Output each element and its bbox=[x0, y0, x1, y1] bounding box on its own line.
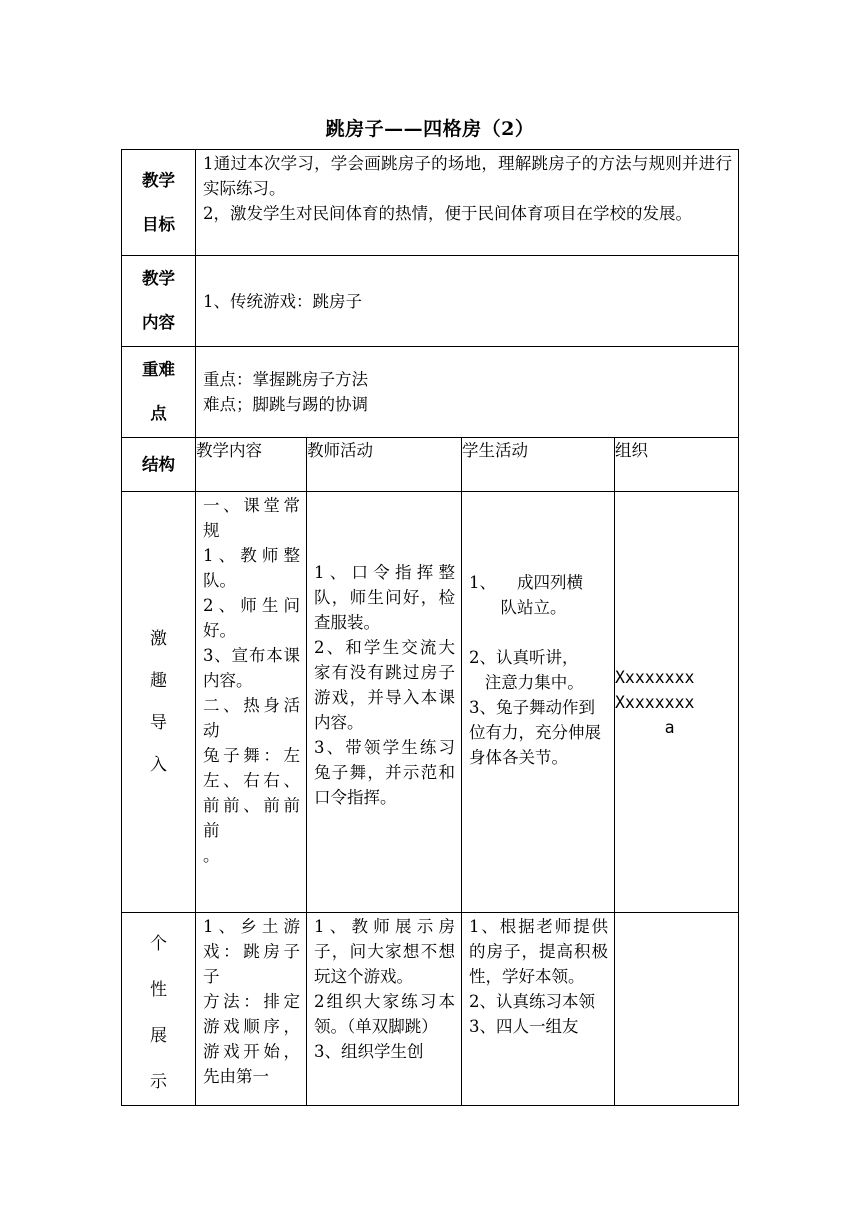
key-points-text: 重点：掌握跳房子方法 难点；脚跳与踢的协调 bbox=[203, 370, 368, 414]
show-student-activity-cell bbox=[462, 913, 615, 1106]
show-teacher-activity: 1、教师展示房子，问大家想不想玩这个游戏。 2组织大家练习本领。（单双脚跳） 3、组织学生创 bbox=[314, 917, 455, 1061]
lesson-plan-table bbox=[121, 149, 739, 1106]
intro-teacher-activity: 1、口令指挥整队，师生问好，检查服装。 2、和学生交流大家有没有跳过房子游戏，并导入本课内容。 3、带领学生练习兔子舞，并示范和口令指挥。 bbox=[314, 563, 455, 807]
goals-label-text: 教学 目标 bbox=[142, 170, 175, 234]
intro-label-text: 激 趣 导 入 bbox=[150, 629, 167, 775]
row-section-show bbox=[122, 913, 739, 1106]
content-label bbox=[122, 256, 196, 347]
intro-label bbox=[122, 492, 196, 913]
show-organization bbox=[615, 913, 738, 917]
show-label-text: 个 性 展 示 bbox=[150, 934, 167, 1092]
content-text: 1、传统游戏：跳房子 bbox=[203, 291, 362, 311]
show-teaching-content-cell bbox=[196, 913, 307, 1106]
key-points-cell bbox=[196, 347, 739, 438]
row-header bbox=[122, 438, 739, 492]
row-key-points bbox=[122, 347, 739, 438]
intro-teaching-content-cell bbox=[196, 492, 307, 913]
row-content bbox=[122, 256, 739, 347]
show-organization-cell bbox=[615, 913, 739, 1106]
header-structure: 结构 bbox=[122, 438, 196, 492]
header-teacher-activity: 教师活动 bbox=[307, 438, 462, 492]
page-title: 跳房子——四格房（2） bbox=[325, 118, 535, 140]
show-teacher-activity-cell bbox=[307, 913, 462, 1106]
intro-organization: Xxxxxxxx Xxxxxxxx a bbox=[615, 667, 695, 737]
key-points-label-text: 重难 点 bbox=[142, 360, 175, 423]
content-cell bbox=[196, 256, 739, 347]
show-teaching-content: 1、乡土游戏：跳房子子 方法：排定游戏顺序，游戏开始，先由第一 bbox=[203, 917, 300, 1086]
row-goals bbox=[122, 150, 739, 256]
goals-cell bbox=[196, 150, 739, 256]
goals-label bbox=[122, 150, 196, 256]
intro-teaching-content: 一、课堂常规 1、教师整队。 2、师生问好。 3、宣布本课内容。 二、热身活动 兔子舞：左左、右右、前前、前前前 。 bbox=[203, 496, 300, 865]
header-teaching-content: 教学内容 bbox=[196, 438, 307, 492]
intro-organization-cell bbox=[615, 492, 739, 913]
show-label bbox=[122, 913, 196, 1106]
goals-text: 1通过本次学习，学会画跳房子的场地，理解跳房子的方法与规则并进行实际练习。 2，激发学生对民间体育的热情，便于民间体育项目在学校的发展。 bbox=[203, 154, 732, 223]
header-student-activity: 学生活动 bbox=[462, 438, 615, 492]
key-points-label bbox=[122, 347, 196, 438]
intro-student-activity-cell bbox=[462, 492, 615, 913]
content-label-text: 教学 内容 bbox=[142, 269, 175, 332]
intro-teacher-activity-cell bbox=[307, 492, 462, 913]
row-section-intro bbox=[122, 492, 739, 913]
intro-student-activity: 1、 成四列横 队站立。 2、认真听讲， 注意力集中。 3、兔子舞动作到位有力，充分伸展身体各关节。 bbox=[469, 573, 601, 767]
header-organization: 组织 bbox=[615, 438, 739, 492]
show-student-activity: 1、根据老师提供的房子，提高积极性，学好本领。 2、认真练习本领 3、四人一组友 bbox=[469, 917, 608, 1036]
